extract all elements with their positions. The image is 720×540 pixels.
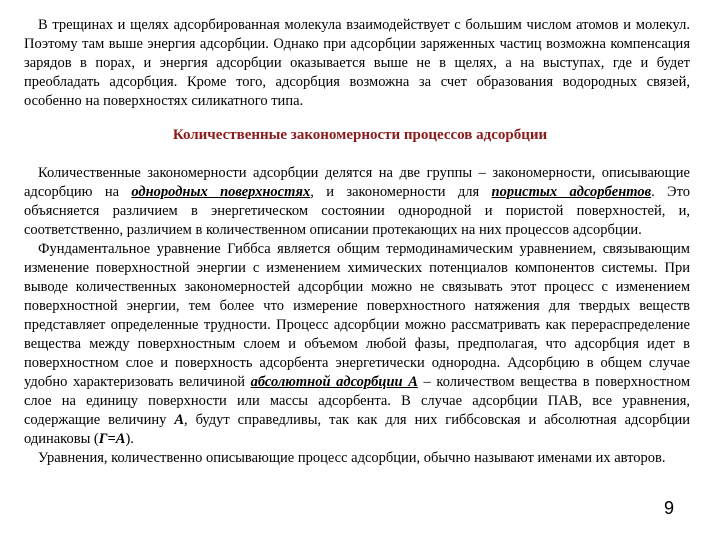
section-heading: Количественные закономерности процессов адсорбции <box>172 127 548 143</box>
text-run: , и закономерности для <box>310 184 492 200</box>
text-run: Количественные закономерности адсорбции делятся на две группы – закономерности, описывающие адсорбцию на <box>24 165 690 200</box>
text-run: , будут справедливы, так как для них гиббсовская и абсолютная адсорбции одинаковы ( <box>24 412 691 447</box>
page-number: 9 <box>664 498 675 518</box>
text-run: ). <box>125 431 134 447</box>
emphasis-homogeneous-surfaces: однородных поверхностях <box>131 184 311 200</box>
text-run: Фундаментальное уравнение Гиббса является общим термодинамическим уравнением, связывающим изменение поверхностной энергии с изменением химических потенциалов компонентов системы. При выводе количественных закономерностей адсорбции можно не связывать этот процесс с изменением поверхностной энергии, тем более что измерение поверхностного натяжения для твердых веществ представляет определенные трудности. Процесс адсорбции можно рассматривать как перераспределение вещества между поверхностным слоем и объемом любой фазы, предполагая, что адсорбция идет в поверхностном слое и поверхность адсорбента энергетически однородна. Адсорбцию в общем случае удобно характеризовать величиной <box>24 241 690 390</box>
text-run: – количеством вещества в поверхностном слое на единицу поверхности или массы адсорбента. В случае адсорбции ПАВ, все уравнения, содержащие величину <box>24 374 691 428</box>
paragraph-gibbs <box>24 241 690 447</box>
symbol-a: А <box>174 412 184 428</box>
intro-paragraph: В трещинах и щелях адсорбированная молекула взаимодействует с большим числом атомов и молекул. Поэтому там выше энергия адсорбции. Однако при адсорбции заряженных частиц возможна компенсация зарядов в порах, и энергия адсорбции оказывается выше не в щелях, а на выступах, где и будет преобладать адсорбция. Кроме того, адсорбция возможна за счет образования водородных связей, особенно на поверхностях силикатного типа. <box>24 17 690 109</box>
body-text <box>24 164 690 468</box>
paragraph-equations: Уравнения, количественно описывающие процесс адсорбции, обычно называют именами их авторов. <box>38 450 666 466</box>
emphasis-absolute-adsorption: абсолютной адсорбции А <box>250 374 418 390</box>
text-run: . Это объясняется различием в энергетическом состоянии однородной и пористой поверхностей, и, соответственно, различием в количественном описании протекающих на них процессов адсорбции. <box>24 184 691 238</box>
formula-gamma-equals-a: Г=А <box>98 431 126 447</box>
emphasis-porous-adsorbents: пористых адсорбентов <box>491 184 652 200</box>
paragraph-groups <box>24 165 690 238</box>
